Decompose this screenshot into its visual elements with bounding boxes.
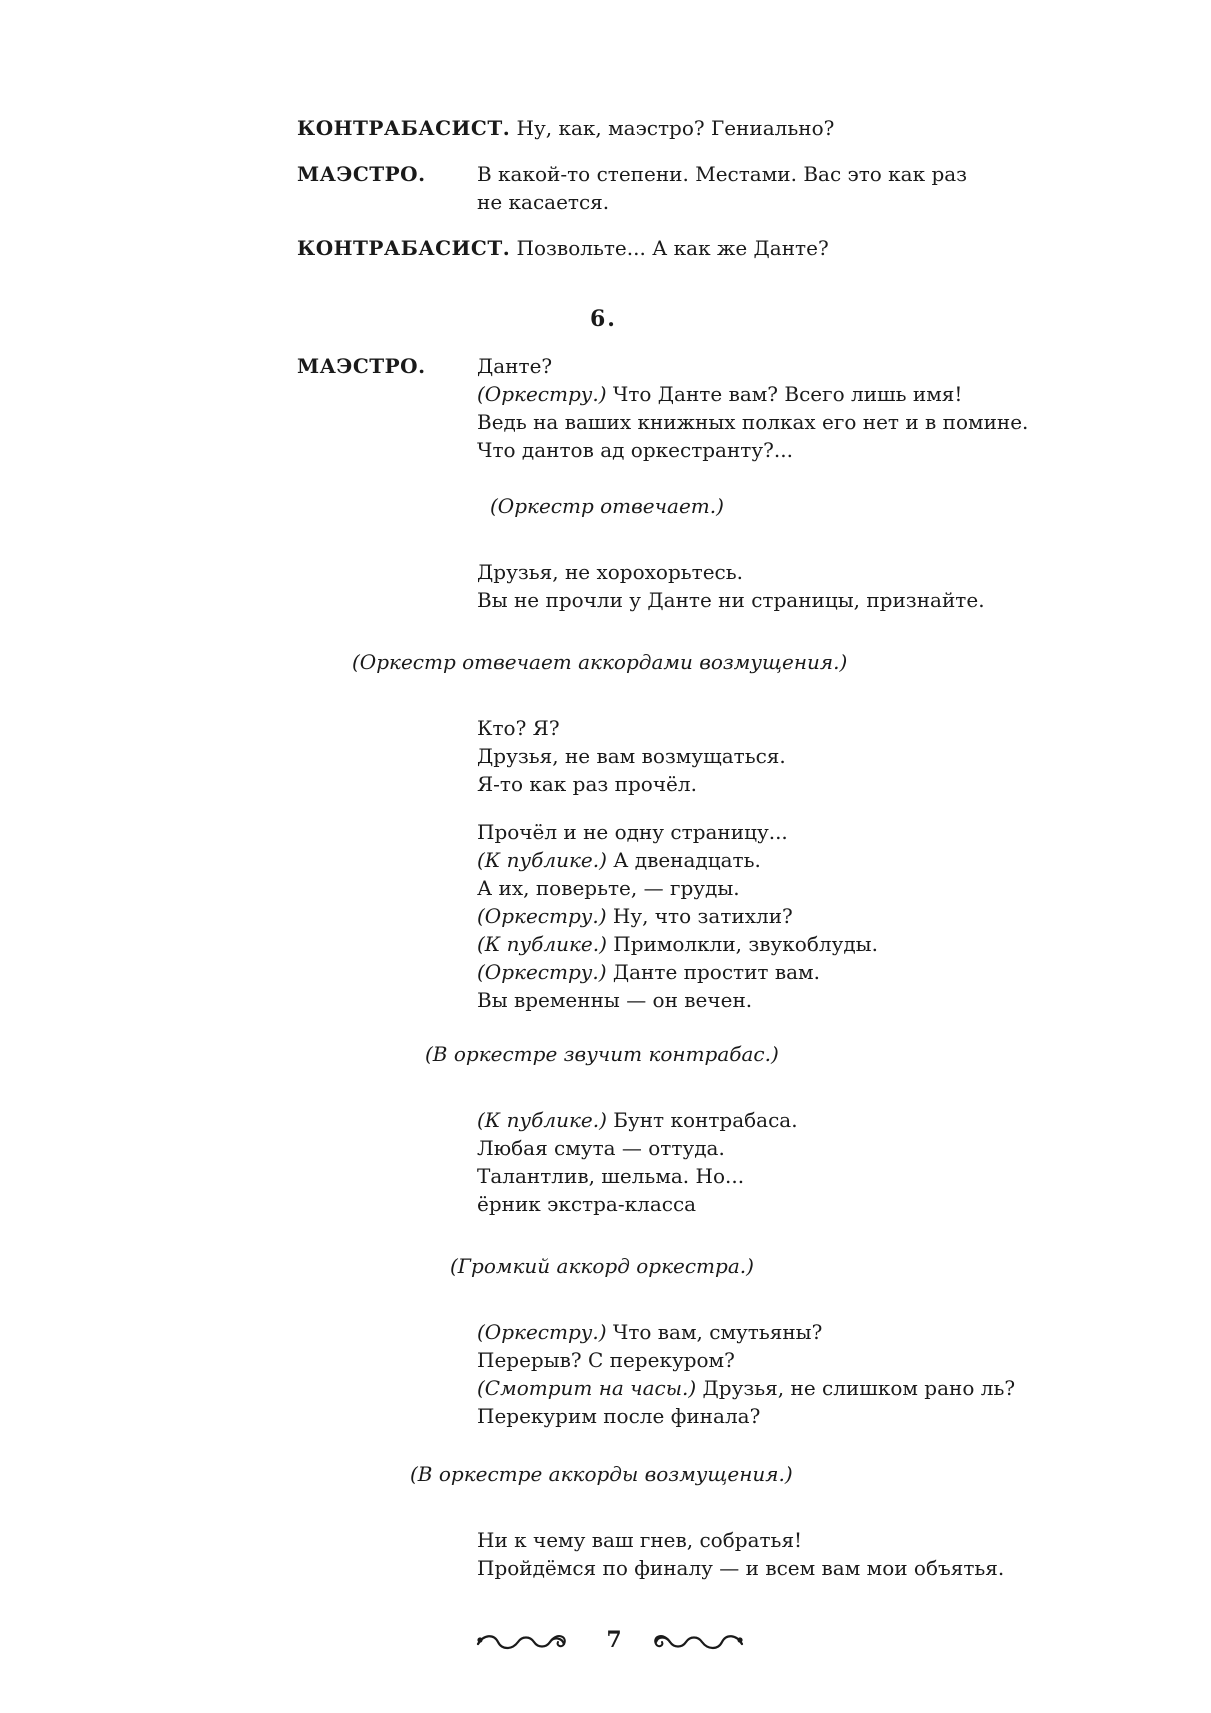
scene-number: 6. — [590, 306, 617, 332]
verse-line: (К публике.) А двенадцать. — [477, 848, 761, 872]
verse-line: Вы временны — он вечен. — [477, 988, 753, 1012]
flourish-ornament-icon — [650, 1630, 746, 1654]
stage-direction: (В оркестре звучит контрабас.) — [425, 1042, 779, 1066]
verse-line: (Оркестру.) Что Данте вам? Всего лишь имя! — [477, 382, 963, 406]
verse-line: Друзья, не хорохорьтесь. — [477, 560, 744, 584]
stage-direction: (Оркестру.) — [477, 382, 607, 406]
page-footer — [474, 1624, 754, 1660]
stage-direction: (К публике.) — [477, 848, 607, 872]
verse-line: (Оркестру.) Ну, что затихли? — [477, 904, 793, 928]
dialogue-text: Ну, как, маэстро? Гениально? — [510, 116, 835, 140]
dialogue-text: Позвольте... А как же Данте? — [510, 236, 829, 260]
verse-block-2 — [477, 558, 985, 614]
verse-block-1 — [477, 352, 1028, 464]
speaker-label: КОНТРАБАСИСТ. — [297, 116, 511, 140]
stage-direction: (Оркестру.) — [477, 1320, 607, 1344]
verse-line: Ни к чему ваш гнев, собратья! — [477, 1528, 803, 1552]
verse-block-7 — [477, 1526, 1004, 1582]
stage-direction: (К публике.) — [477, 932, 607, 956]
stage-direction: (Оркестр отвечает.) — [490, 494, 724, 518]
verse-line: А их, поверьте, — груды. — [477, 876, 740, 900]
verse-block-4 — [477, 818, 878, 1014]
verse-line: (Смотрит на часы.) Друзья, не слишком рано ль? — [477, 1376, 1016, 1400]
verse-block-6 — [477, 1318, 1015, 1430]
dialogue-block — [477, 160, 967, 216]
verse-line: Друзья, не вам возмущаться. — [477, 744, 786, 768]
stage-direction: (К публике.) — [477, 1108, 607, 1132]
flourish-ornament-icon — [474, 1630, 570, 1654]
verse-line: (Оркестру.) Данте простит вам. — [477, 960, 820, 984]
verse-line: Талантлив, шельма. Но... — [477, 1164, 745, 1188]
speaker-label: КОНТРАБАСИСТ. — [297, 236, 511, 260]
stage-direction: (Громкий аккорд оркестра.) — [450, 1254, 754, 1278]
verse-line: Кто? Я? — [477, 716, 560, 740]
verse-line: Перекурим после финала? — [477, 1404, 761, 1428]
dialogue-line-1 — [297, 114, 834, 142]
verse-line: Данте? — [477, 354, 553, 378]
dialogue-text: В какой-то степени. Местами. Вас это как раз — [477, 162, 968, 186]
verse-line: Пройдёмся по финалу — и всем вам мои объятья. — [477, 1556, 1005, 1580]
verse-line: (К публике.) Примолкли, звукоблуды. — [477, 932, 878, 956]
verse-line: Что дантов ад оркестранту?... — [477, 438, 793, 462]
speaker-label: МАЭСТРО. — [297, 354, 426, 378]
stage-direction: (В оркестре аккорды возмущения.) — [410, 1462, 793, 1486]
stage-direction: (Оркестр отвечает аккордами возмущения.) — [352, 650, 848, 674]
verse-line: Любая смута — оттуда. — [477, 1136, 725, 1160]
verse-line: Перерыв? С перекуром? — [477, 1348, 735, 1372]
verse-line: Вы не прочли у Данте ни страницы, признайте. — [477, 588, 985, 612]
verse-line: (Оркестру.) Что вам, смутьяны? — [477, 1320, 823, 1344]
speaker-label: МАЭСТРО. — [297, 162, 426, 186]
verse-block-3 — [477, 714, 786, 798]
page-number: 7 — [606, 1627, 622, 1653]
stage-direction: (Оркестру.) — [477, 960, 607, 984]
verse-line: Прочёл и не одну страницу... — [477, 820, 788, 844]
verse-line: Ведь на ваших книжных полках его нет и в помине. — [477, 410, 1029, 434]
verse-line: ёрник экстра-класса — [477, 1192, 697, 1216]
dialogue-line-3 — [297, 234, 829, 262]
stage-direction: (Смотрит на часы.) — [477, 1376, 697, 1400]
verse-line: Я-то как раз прочёл. — [477, 772, 697, 796]
verse-line: (К публике.) Бунт контрабаса. — [477, 1108, 798, 1132]
dialogue-text: не касается. — [477, 190, 610, 214]
stage-direction: (Оркестру.) — [477, 904, 607, 928]
verse-block-5 — [477, 1106, 798, 1218]
